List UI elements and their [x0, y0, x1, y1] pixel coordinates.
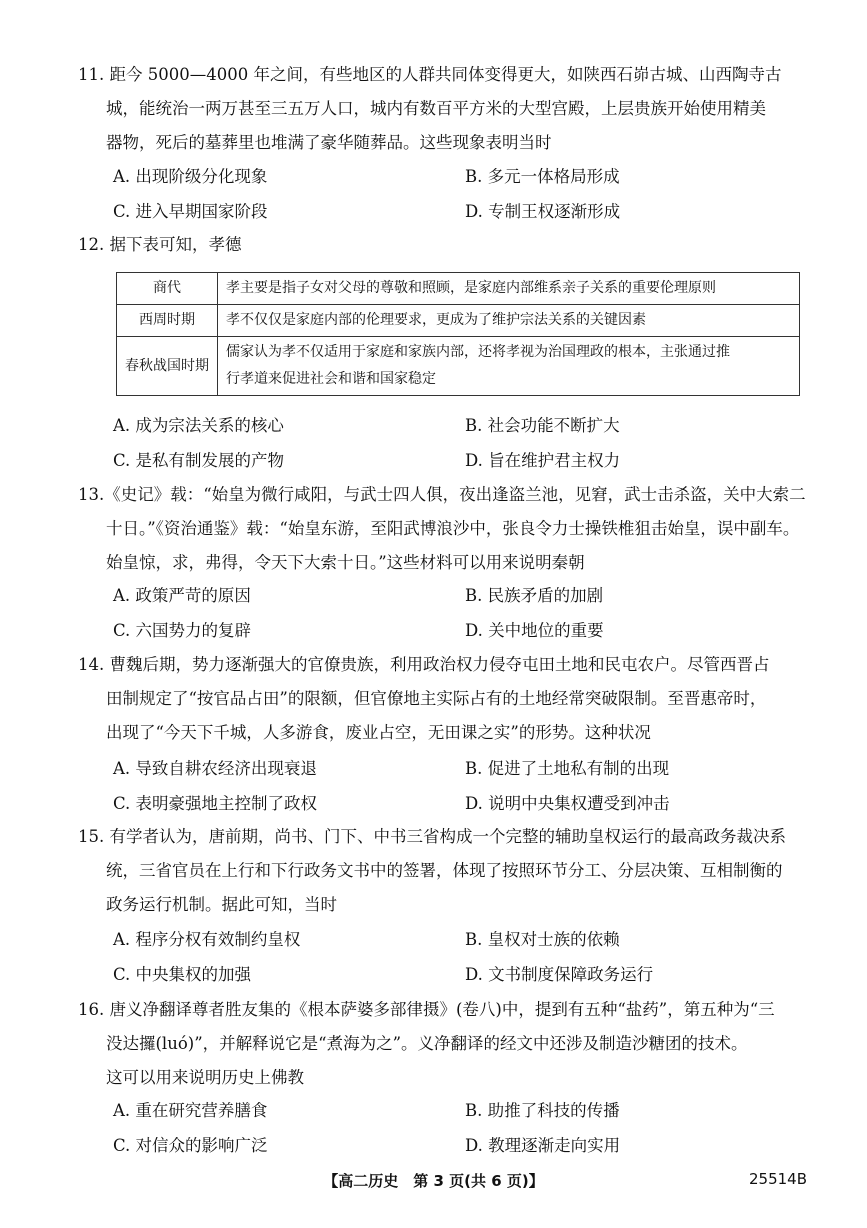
- question-16: [78, 993, 798, 1095]
- table-era-cell: 春秋战国时期: [117, 337, 218, 396]
- option-a[interactable]: A. 导致自耕农经济出现衰退: [113, 759, 317, 778]
- question-13: [78, 478, 806, 580]
- option-d[interactable]: D. 文书制度保障政务运行: [465, 965, 654, 984]
- options-15: [113, 922, 813, 992]
- option-b[interactable]: B. 民族矛盾的加剧: [465, 586, 604, 605]
- option-a[interactable]: A. 出现阶级分化现象: [113, 167, 268, 186]
- question-12: [78, 228, 798, 262]
- option-c[interactable]: C. 是私有制发展的产物: [113, 451, 285, 470]
- filial-piety-table: [116, 272, 800, 396]
- options-11: [113, 159, 813, 229]
- option-d[interactable]: D. 旨在维护君主权力: [465, 451, 621, 470]
- table-era-cell: 西周时期: [117, 305, 218, 337]
- question-text-line: 11. 距今 5000—4000 年之间，有些地区的人群共同体变得更大，如陕西石峁古城、山西陶寺古: [78, 65, 782, 84]
- option-b[interactable]: B. 助推了科技的传播: [465, 1101, 620, 1120]
- question-text-line: 十日。”《资治通鉴》载：“始皇东游，至阳武博浪沙中，张良令力士操铁椎狙击始皇，误中副车。: [106, 519, 800, 538]
- options-14: [113, 751, 813, 821]
- option-c[interactable]: C. 进入早期国家阶段: [113, 202, 268, 221]
- options-16: [113, 1093, 813, 1163]
- table-text-cell: [218, 337, 800, 396]
- option-d[interactable]: D. 关中地位的重要: [465, 621, 604, 640]
- table-text-cell: 孝主要是指子女对父母的尊敬和照顾，是家庭内部维系亲子关系的重要伦理原则: [218, 273, 800, 305]
- page-footer: 【高二历史 第 3 页(共 6 页)】: [323, 1172, 544, 1190]
- question-text-line: 统，三省官员在上行和下行政务文书中的签署，体现了按照环节分工、分层决策、互相制衡的: [106, 861, 783, 880]
- option-b[interactable]: B. 社会功能不断扩大: [465, 416, 620, 435]
- question-text-line: 没达攞(luó)”，并解释说它是“煮海为之”。义净翻译的经文中还涉及制造沙糖团的技术。: [106, 1034, 748, 1053]
- table-row: [117, 337, 800, 396]
- option-a[interactable]: A. 成为宗法关系的核心: [113, 416, 284, 435]
- options-12: [113, 408, 813, 478]
- option-c[interactable]: C. 中央集权的加强: [113, 965, 252, 984]
- option-b[interactable]: B. 促进了土地私有制的出现: [465, 759, 670, 778]
- option-a[interactable]: A. 程序分权有效制约皇权: [113, 930, 301, 949]
- option-b[interactable]: B. 皇权对士族的依赖: [465, 930, 620, 949]
- question-11: [78, 58, 798, 160]
- option-c[interactable]: C. 表明豪强地主控制了政权: [113, 794, 318, 813]
- option-a[interactable]: A. 重在研究营养膳食: [113, 1101, 268, 1120]
- option-b[interactable]: B. 多元一体格局形成: [465, 167, 620, 186]
- question-text-line: 出现了“今天下千城，人多游食，废业占空，无田课之实”的形势。这种状况: [106, 723, 651, 742]
- question-14: [78, 648, 798, 750]
- table-text-line: 行孝道来促进社会和谐和国家稳定: [226, 371, 436, 387]
- question-text-line: 政务运行机制。据此可知，当时: [106, 895, 337, 914]
- question-text-line: 城，能统治一两万甚至三五万人口，城内有数百平方米的大型宫殿，上层贵族开始使用精美: [106, 99, 766, 118]
- question-text-line: 13.《史记》载：“始皇为微行咸阳，与武士四人俱，夜出逢盗兰池，见窘，武士击杀盗，关中大索二: [78, 485, 806, 504]
- question-text-line: 15. 有学者认为，唐前期，尚书、门下、中书三省构成一个完整的辅助皇权运行的最高政务裁决系: [78, 827, 786, 846]
- question-text-line: 12. 据下表可知，孝德: [78, 235, 242, 254]
- table-row: [117, 305, 800, 337]
- option-c[interactable]: C. 对信众的影响广泛: [113, 1136, 268, 1155]
- table-era-cell: 商代: [117, 273, 218, 305]
- question-text-line: 14. 曹魏后期，势力逐渐强大的官僚贵族，利用政治权力侵夺屯田土地和民屯农户。尽管西晋占: [78, 655, 770, 674]
- question-text-line: 这可以用来说明历史上佛教: [106, 1068, 304, 1087]
- options-13: [113, 578, 813, 648]
- question-text-line: 始皇惊，求，弗得，令天下大索十日。”这些材料可以用来说明秦朝: [106, 553, 585, 572]
- question-text-line: 16. 唐义净翻译尊者胜友集的《根本萨婆多部律摄》(卷八)中，提到有五种“盐药”，第五种为“三: [78, 1000, 775, 1019]
- option-a[interactable]: A. 政策严苛的原因: [113, 586, 251, 605]
- option-c[interactable]: C. 六国势力的复辟: [113, 621, 252, 640]
- table-text-line: 儒家认为孝不仅适用于家庭和家族内部，还将孝视为治国理政的根本，主张通过推: [226, 344, 730, 360]
- option-d[interactable]: D. 专制王权逐渐形成: [465, 202, 621, 221]
- question-15: [78, 820, 798, 922]
- option-d[interactable]: D. 教理逐渐走向实用: [465, 1136, 621, 1155]
- question-text-line: 器物，死后的墓葬里也堆满了豪华随葬品。这些现象表明当时: [106, 133, 552, 152]
- exam-code: 25514B: [748, 1170, 807, 1188]
- table-text-cell: 孝不仅仅是家庭内部的伦理要求，更成为了维护宗法关系的关键因素: [218, 305, 800, 337]
- question-text-line: 田制规定了“按官品占田”的限额，但官僚地主实际占有的土地经常突破限制。至晋惠帝时，: [106, 689, 767, 708]
- table-row: [117, 273, 800, 305]
- option-d[interactable]: D. 说明中央集权遭受到冲击: [465, 794, 670, 813]
